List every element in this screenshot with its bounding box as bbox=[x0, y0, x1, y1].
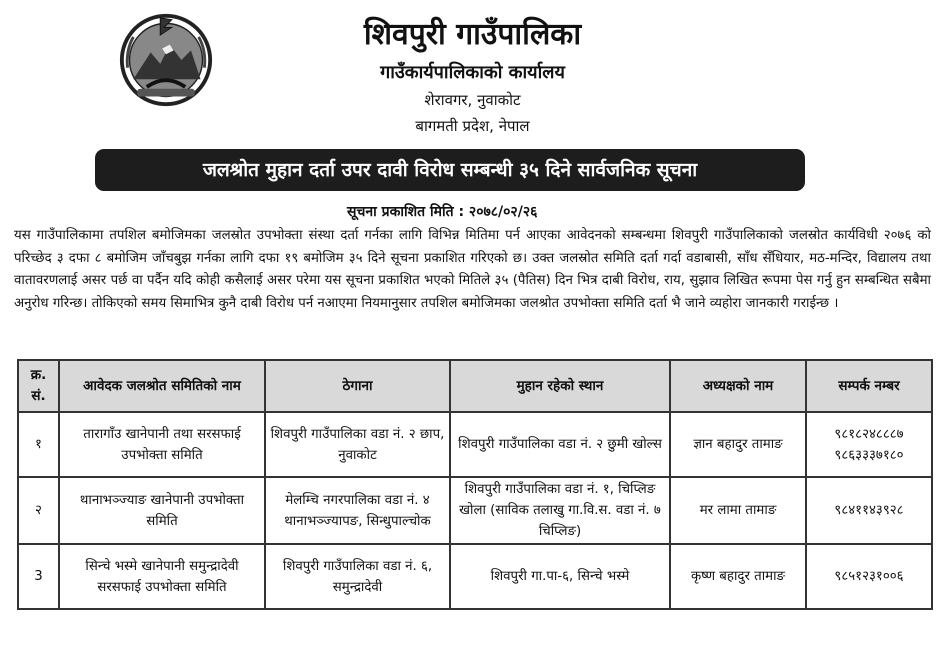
committee-name-cell: थानाभञ्ज्याङ खानेपानी उपभोक्ता समिति bbox=[59, 477, 265, 544]
contact-number: ९८५१२३१००६ bbox=[834, 569, 904, 584]
contact-cell bbox=[806, 544, 932, 609]
applicant-table bbox=[17, 359, 933, 610]
chairperson-cell: ज्ञान बहादुर तामाङ bbox=[670, 412, 806, 477]
committee-name-cell: सिन्चे भस्मे खानेपानी समुन्द्रादेवी सरसफाई उपभोक्ता समिति bbox=[59, 544, 265, 609]
column-header-chairperson: अध्यक्षको नाम bbox=[670, 360, 806, 412]
column-header-contact: सम्पर्क नम्बर bbox=[806, 360, 932, 412]
column-header-source-location: मुहान रहेको स्थान bbox=[450, 360, 670, 412]
published-date: सूचना प्रकाशित मिति : २०७८/०२/२६ bbox=[347, 204, 538, 220]
table-row bbox=[18, 544, 932, 609]
address-cell: शिवपुरी गाउँपालिका वडा नं. २ छाप, नुवाकोट bbox=[265, 412, 450, 477]
address-cell: मेलम्चि नगरपालिका वडा नं. ४ थानाभञ्ज्यापङ, सिन्धुपाल्चोक bbox=[265, 477, 450, 544]
contact-number: ९८४११४३९२८ bbox=[834, 503, 904, 518]
office-address: शेरावगर, नुवाकोट bbox=[424, 91, 521, 109]
source-location-cell: शिवपुरी गा.पा-६, सिन्चे भस्मे bbox=[450, 544, 670, 609]
serial-cell: १ bbox=[18, 412, 59, 477]
table-row bbox=[18, 477, 932, 544]
table-row bbox=[18, 412, 932, 477]
chairperson-cell: कृष्ण बहादुर तामाङ bbox=[670, 544, 806, 609]
column-header-committee-name: आवेदक जलश्रोत समितिको नाम bbox=[59, 360, 265, 412]
chairperson-cell: मर लामा तामाङ bbox=[670, 477, 806, 544]
table-header-row bbox=[18, 360, 932, 412]
contact-number: ९८१८२४८८८७ bbox=[834, 426, 904, 442]
source-location-cell: शिवपुरी गाउँपालिका वडा नं. २ छुमी खोल्स bbox=[450, 412, 670, 477]
province-name: बागमती प्रदेश, नेपाल bbox=[415, 117, 530, 135]
committee-name-cell: तारागाँउ खानेपानी तथा सरसफाई उपभोक्ता समिति bbox=[59, 412, 265, 477]
contact-cell bbox=[806, 477, 932, 544]
office-name: गाउँकार्यपालिकाको कार्यालय bbox=[380, 62, 565, 83]
municipality-title: शिवपुरी गाउँपालिका bbox=[363, 17, 582, 52]
notice-body: यस गाउँपालिकामा तपशिल बमोजिमका जलस्रोत उपभोक्ता संस्था दर्ता गर्नका लागि विभिन्न मितिमा पर्न आएका आवेदनको सम्बन्धमा शिवपुरी गाउँपालिकाको जलस्रोत कार्यविधी २०७६ को परिच्छेद ३ दफा ८ बमोजिम जाँचबुझ गर्नका लागि दफा १९ बमोजिम ३५ दिने सूचना प्रकाशित गरिएको छ। उक्त जलस्रोत समिति दर्ता गर्दा वडाबासी, साँध सँधियार, मठ-मन्दिर, विद्यालय तथा वातावरणलाई असर पर्छ वा पर्दैन यदि कोही कसैलाई असर परेमा यस सूचना प्रकाशित भएको मितिले ३५ (पैतिस) दिन भित्र दाबी विरोध, राय, सुझाव लिखित रूपमा पेस गर्नु हुन सम्बन्धित सबैमा अनुरोध गरिन्छ। तोकिएको समय सिमाभित्र कुनै दाबी विरोध पर्न नआएमा नियमानुसार तपशिल बमोजिमका जलश्रोत उपभोक्ता समिति दर्ता भै जाने व्यहोरा जानकारी गराईन्छ । bbox=[14, 228, 931, 311]
address-cell: शिवपुरी गाउँपालिका वडा नं. ६, समुन्द्रादेवी bbox=[265, 544, 450, 609]
serial-cell: 3 bbox=[18, 544, 59, 609]
column-header-serial: क्र. सं. bbox=[18, 360, 59, 412]
source-location-cell: शिवपुरी गाउँपालिका वडा नं. १, चिप्लिङ खोला (साविक तलाखु गा.वि.स. वडा नं. ७ चिप्लिङ) bbox=[450, 477, 670, 544]
serial-cell: २ bbox=[18, 477, 59, 544]
contact-number: ९८६३३३७१८० bbox=[834, 447, 904, 463]
notice-title-banner: जलश्रोत मुहान दर्ता उपर दावी विरोध सम्बन्धी ३५ दिने सार्वजनिक सूचना bbox=[95, 149, 805, 191]
column-header-address: ठेगाना bbox=[265, 360, 450, 412]
contact-cell bbox=[806, 412, 932, 477]
